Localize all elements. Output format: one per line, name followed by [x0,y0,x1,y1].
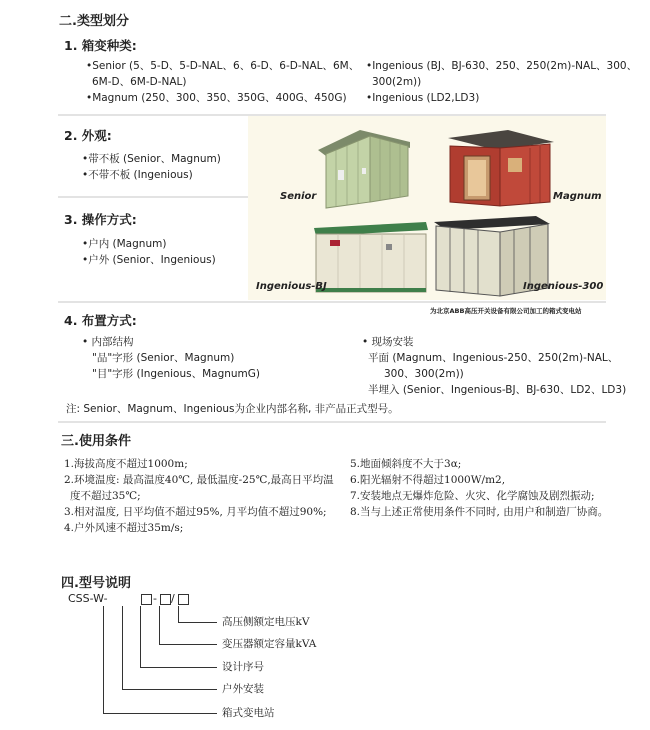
box-type-line: 6M-D、6M-D-NAL) [92,76,187,88]
conditions-left [64,456,334,536]
box-type-line: •Magnum (250、300、350、350G、400G、450G) [86,92,347,104]
connector-line [122,606,123,690]
appearance-list [82,151,221,183]
subsection-title-box-types: 1. 箱变种类: [64,38,137,53]
divider [58,421,606,423]
condition-item: 度不超过35℃; [70,490,141,502]
model-box-3 [178,594,189,605]
condition-item: 7.安装地点无爆炸危险、火灾、化学腐蚀及剧烈振动; [350,490,595,502]
layout-line: • 内部结构 [82,336,134,348]
subsection-title-operation: 3. 操作方式: [64,212,137,227]
connector-line [122,689,217,690]
layout-line: 平面 (Magnum、Ingenious-250、250(2m)-NAL、 [368,352,619,364]
layout-right [362,334,626,398]
model-prefix: CSS-W- [68,592,108,605]
box-types-left [86,58,359,106]
condition-item: 5.地面倾斜度不大于3α; [350,458,462,470]
box-type-line: •Ingenious (BJ、BJ-630、250、250(2m)-NAL、300、 [366,60,638,72]
model-label-voltage: 高压侧额定电压kV [222,616,310,628]
model-label-substation: 箱式变电站 [222,707,275,719]
divider [58,196,248,198]
connector-line [178,622,217,623]
condition-item: 4.户外风速不超过35m/s; [64,522,184,534]
model-label-outdoor: 户外安装 [222,683,264,695]
operation-list [82,236,216,268]
layout-line: 300、300(2m)) [384,368,464,380]
photo-caption: 为北京ABB高压开关设备有限公司加工的箱式变电站 [430,307,582,315]
layout-line: "品"字形 (Senior、Magnum) [92,352,235,364]
connector-line [140,606,141,668]
label-senior: Senior [280,191,317,202]
model-box-2 [160,594,171,605]
model-slash: / [171,592,175,605]
label-ingenious-bj: Ingenious-BJ [256,281,327,292]
model-box-1 [141,594,152,605]
appearance-item: •不带不板 (Ingenious) [82,169,193,181]
connector-line [159,606,160,645]
conditions-right [350,456,608,520]
condition-item: 3.相对温度, 日平均值不超过95%, 月平均值不超过90%; [64,506,327,518]
label-ingenious-300: Ingenious-300 [523,281,604,292]
box-type-line: 300(2m)) [372,76,422,88]
connector-line [159,644,217,645]
operation-item: •户外 (Senior、Ingenious) [82,254,216,266]
condition-item: 8.当与上述正常使用条件不同时, 由用户和制造厂协商。 [350,506,609,518]
section-title-types: 二.类型划分 [59,14,129,29]
box-type-line: •Ingenious (LD2,LD3) [366,92,480,104]
ingenious-bj-substation-image [312,220,430,296]
condition-item: 1.海拔高度不超过1000m; [64,458,188,470]
layout-line: • 现场安装 [362,336,414,348]
connector-line [103,713,217,714]
condition-item: 6.阳光辐射不得超过1000W/m2, [350,474,506,486]
senior-substation-image [314,124,414,210]
section-title-model: 四.型号说明 [61,576,131,591]
layout-left [82,334,260,382]
note-text: 注: Senior、Magnum、Ingenious为企业内部名称, 非产品正式型号。 [66,403,399,415]
connector-line [140,667,217,668]
magnum-substation-image [446,124,556,210]
model-dash: - [153,592,157,605]
label-magnum: Magnum [553,191,602,202]
box-types-right [366,58,637,106]
operation-item: •户内 (Magnum) [82,238,167,250]
section-title-conditions: 三.使用条件 [61,434,131,449]
subsection-title-layout: 4. 布置方式: [64,313,137,328]
connector-line [178,606,179,623]
layout-line: 半埋入 (Senior、Ingenious-BJ、BJ-630、LD2、LD3) [368,384,627,396]
divider [58,301,606,303]
subsection-title-appearance: 2. 外观: [64,128,112,143]
box-type-line: •Senior (5、5-D、5-D-NAL、6、6-D、6-D-NAL、6M、 [86,60,360,72]
model-label-design-no: 设计序号 [222,661,264,673]
model-label-capacity: 变压器额定容量kVA [222,638,317,650]
condition-item: 2.环境温度: 最高温度40℃, 最低温度-25℃,最高日平均温 [64,474,334,486]
appearance-item: •带不板 (Senior、Magnum) [82,153,221,165]
connector-line [103,606,104,714]
layout-line: "目"字形 (Ingenious、MagnumG) [92,368,261,380]
